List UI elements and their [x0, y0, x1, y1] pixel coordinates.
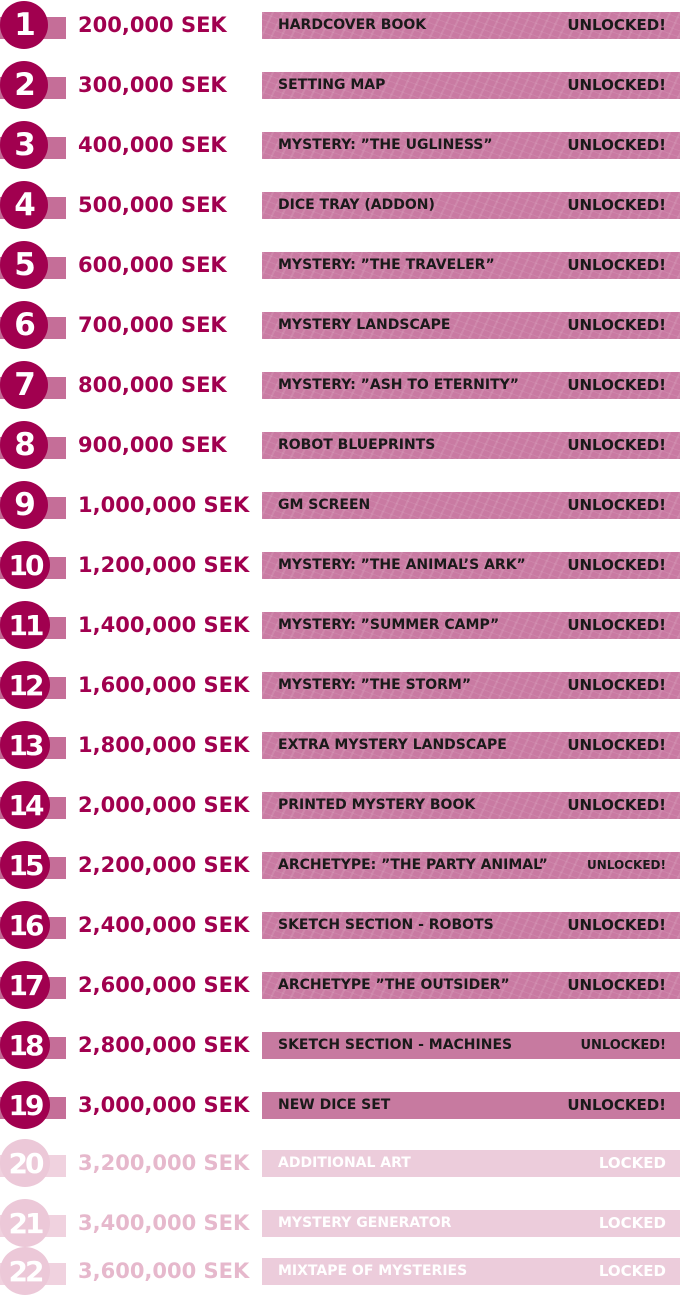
goal-status: UNLOCKED! [567, 676, 666, 694]
goal-amount: 2,000,000 SEK [78, 793, 250, 817]
goal-label: EXTRA MYSTERY LANDSCAPE [278, 737, 507, 753]
goal-amount: 300,000 SEK [78, 73, 227, 97]
goal-number-badge: 18 [0, 1021, 50, 1069]
goal-amount: 2,600,000 SEK [78, 973, 250, 997]
goal-number-badge: 16 [0, 901, 50, 949]
goal-label: ADDITIONAL ART [278, 1155, 411, 1171]
goal-label: ROBOT BLUEPRINTS [278, 437, 436, 453]
goal-status: UNLOCKED! [580, 1038, 666, 1053]
goal-status: UNLOCKED! [567, 916, 666, 934]
goal-label: MIXTAPE OF MYSTERIES [278, 1263, 468, 1279]
goal-row [0, 840, 680, 900]
goal-number-badge: 15 [0, 841, 50, 889]
goal-number-badge: 20 [0, 1139, 50, 1187]
goal-label: MYSTERY: ”THE UGLINESS” [278, 137, 493, 153]
goal-number-badge: 3 [0, 121, 48, 169]
goal-bar [262, 1032, 680, 1059]
goal-label: PRINTED MYSTERY BOOK [278, 797, 476, 813]
goal-amount: 3,000,000 SEK [78, 1093, 250, 1117]
goal-row [0, 240, 680, 300]
goal-label: MYSTERY LANDSCAPE [278, 317, 451, 333]
goal-number-badge: 19 [0, 1081, 50, 1129]
goal-status: LOCKED [598, 1214, 666, 1232]
goal-amount: 700,000 SEK [78, 313, 227, 337]
goal-status: UNLOCKED! [567, 16, 666, 34]
goal-number-badge: 8 [0, 421, 48, 469]
goal-bar [262, 432, 680, 459]
goal-row [0, 600, 680, 660]
goal-amount: 2,200,000 SEK [78, 853, 250, 877]
goal-amount: 800,000 SEK [78, 373, 227, 397]
goal-label: MYSTERY GENERATOR [278, 1215, 452, 1231]
goal-row [0, 1080, 680, 1140]
goal-bar [262, 312, 680, 339]
goal-row [0, 360, 680, 420]
goal-bar [262, 252, 680, 279]
goal-amount: 3,400,000 SEK [78, 1211, 250, 1235]
goal-status: UNLOCKED! [567, 616, 666, 634]
goal-label: SETTING MAP [278, 77, 386, 93]
goal-amount: 400,000 SEK [78, 133, 227, 157]
goal-label: SKETCH SECTION - MACHINES [278, 1037, 513, 1053]
goal-amount: 1,800,000 SEK [78, 733, 250, 757]
goal-amount: 600,000 SEK [78, 253, 227, 277]
goal-label: ARCHETYPE ”THE OUTSIDER” [278, 977, 510, 993]
goal-bar [262, 972, 680, 999]
goal-status: UNLOCKED! [567, 1096, 666, 1114]
goal-row [0, 1020, 680, 1080]
goal-row [0, 120, 680, 180]
goal-label: NEW DICE SET [278, 1097, 391, 1113]
goal-number-badge: 17 [0, 961, 50, 1009]
goal-row [0, 180, 680, 240]
goal-number-badge: 12 [0, 661, 50, 709]
goal-status: UNLOCKED! [567, 136, 666, 154]
goal-status: UNLOCKED! [567, 496, 666, 514]
goal-number-badge: 22 [0, 1247, 50, 1295]
goal-number-badge: 21 [0, 1199, 50, 1247]
goal-bar [262, 1092, 680, 1119]
goal-row [0, 900, 680, 960]
goal-bar [262, 372, 680, 399]
goal-amount: 3,600,000 SEK [78, 1259, 250, 1283]
goal-row [0, 420, 680, 480]
goal-label: MYSTERY: ”THE TRAVELER” [278, 257, 495, 273]
goal-amount: 1,400,000 SEK [78, 613, 250, 637]
goal-label: HARDCOVER BOOK [278, 17, 427, 33]
goal-amount: 3,200,000 SEK [78, 1151, 250, 1175]
goal-label: MYSTERY: ”THE ANIMAL’S ARK” [278, 557, 526, 573]
goal-row [0, 720, 680, 780]
goal-row [0, 540, 680, 600]
goal-row [0, 0, 680, 60]
goal-label: DICE TRAY (ADDON) [278, 197, 435, 213]
goal-bar [262, 72, 680, 99]
goal-amount: 2,800,000 SEK [78, 1033, 250, 1057]
goal-number-badge: 6 [0, 301, 48, 349]
goal-bar [262, 732, 680, 759]
goal-label: GM SCREEN [278, 497, 371, 513]
goal-status: UNLOCKED! [567, 796, 666, 814]
goal-bar [262, 672, 680, 699]
goal-bar [262, 1150, 680, 1177]
goal-number-badge: 1 [0, 1, 48, 49]
goal-amount: 1,600,000 SEK [78, 673, 250, 697]
goal-status: LOCKED [598, 1154, 666, 1172]
goal-amount: 500,000 SEK [78, 193, 227, 217]
goal-amount: 1,000,000 SEK [78, 493, 250, 517]
goal-bar [262, 492, 680, 519]
goal-row-locked [0, 1138, 680, 1198]
goal-amount: 900,000 SEK [78, 433, 227, 457]
goal-amount: 1,200,000 SEK [78, 553, 250, 577]
goal-bar [262, 12, 680, 39]
goal-bar [262, 552, 680, 579]
goal-number-badge: 11 [0, 601, 50, 649]
goal-bar [262, 1210, 680, 1237]
goal-number-badge: 2 [0, 61, 48, 109]
goal-label: MYSTERY: ”SUMMER CAMP” [278, 617, 500, 633]
goal-status: UNLOCKED! [567, 316, 666, 334]
goal-status: UNLOCKED! [567, 376, 666, 394]
goal-status: UNLOCKED! [587, 858, 666, 872]
goal-row [0, 60, 680, 120]
goal-status: UNLOCKED! [567, 196, 666, 214]
goal-row [0, 960, 680, 1020]
goal-row [0, 780, 680, 840]
goal-row [0, 660, 680, 720]
goal-status: UNLOCKED! [567, 76, 666, 94]
goal-status: UNLOCKED! [567, 976, 666, 994]
goal-row [0, 480, 680, 540]
goal-number-badge: 7 [0, 361, 48, 409]
goal-label: SKETCH SECTION - ROBOTS [278, 917, 494, 933]
goal-number-badge: 5 [0, 241, 48, 289]
goal-amount: 200,000 SEK [78, 13, 227, 37]
goal-label: ARCHETYPE: ”THE PARTY ANIMAL” [278, 857, 548, 873]
goal-bar [262, 792, 680, 819]
goal-label: MYSTERY: ”ASH TO ETERNITY” [278, 377, 519, 393]
goal-number-badge: 14 [0, 781, 50, 829]
goal-row [0, 300, 680, 360]
goal-row-locked [0, 1246, 680, 1306]
goal-number-badge: 9 [0, 481, 48, 529]
goal-bar [262, 612, 680, 639]
goal-number-badge: 13 [0, 721, 50, 769]
goal-label: MYSTERY: ”THE STORM” [278, 677, 472, 693]
goal-bar [262, 1258, 680, 1285]
goal-status: UNLOCKED! [567, 436, 666, 454]
goal-amount: 2,400,000 SEK [78, 913, 250, 937]
goal-status: UNLOCKED! [567, 556, 666, 574]
goal-bar [262, 132, 680, 159]
goal-number-badge: 4 [0, 181, 48, 229]
goal-bar [262, 192, 680, 219]
goal-status: LOCKED [598, 1262, 666, 1280]
goal-status: UNLOCKED! [567, 736, 666, 754]
goal-bar [262, 852, 680, 879]
goal-number-badge: 10 [0, 541, 50, 589]
goal-status: UNLOCKED! [567, 256, 666, 274]
goal-bar [262, 912, 680, 939]
